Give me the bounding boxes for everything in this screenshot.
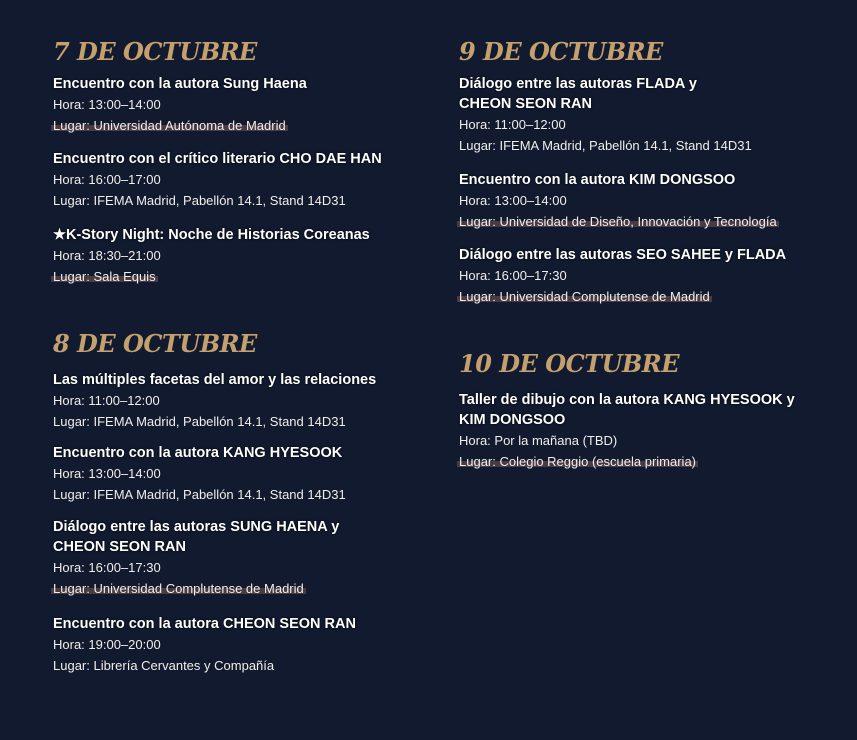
event-lugar: Lugar: Universidad Complutense de Madrid xyxy=(459,289,710,304)
event-item xyxy=(53,614,443,676)
day-title: 9 DE OCTUBRE xyxy=(459,37,663,66)
event-item xyxy=(459,390,799,472)
day-section-7-octubre xyxy=(53,38,443,287)
event-title: Diálogo entre las autoras SUNG HAENA y CHEON SEON RAN xyxy=(53,519,340,555)
event-title: Encuentro con la autora CHEON SEON RAN xyxy=(53,616,356,632)
event-lugar: Lugar: IFEMA Madrid, Pabellón 14.1, Stand 14D31 xyxy=(53,487,346,502)
event-title: Las múltiples facetas del amor y las relaciones xyxy=(53,372,377,388)
event-hora: Hora: 11:00–12:00 xyxy=(53,393,160,408)
event-hora: Hora: 16:00–17:00 xyxy=(53,172,161,187)
event-title: Taller de dibujo con la autora KANG HYESOOK y KIM DONGSOO xyxy=(459,392,795,428)
event-lugar: Lugar: Universidad Autónoma de Madrid xyxy=(53,118,286,133)
day-title: 10 DE OCTUBRE xyxy=(459,349,680,378)
event-hora: Hora: 16:00–17:30 xyxy=(53,560,161,575)
event-hora: Hora: 19:00–20:00 xyxy=(53,637,161,652)
day-title: 8 DE OCTUBRE xyxy=(53,329,257,358)
event-item xyxy=(459,170,849,232)
event-lugar: Lugar: IFEMA Madrid, Pabellón 14.1, Stand 14D31 xyxy=(53,193,346,208)
event-title: Encuentro con la autora Sung Haena xyxy=(53,76,307,92)
event-item xyxy=(459,74,752,156)
event-title: Encuentro con la autora KIM DONGSOO xyxy=(459,172,736,188)
event-hora: Hora: 13:00–14:00 xyxy=(459,193,567,208)
event-title: Diálogo entre las autoras SEO SAHEE y FLADA xyxy=(459,247,787,263)
event-item xyxy=(459,245,849,307)
event-lugar: Lugar: Universidad Complutense de Madrid xyxy=(53,581,304,596)
event-item xyxy=(53,370,443,432)
event-lugar: Lugar: Librería Cervantes y Compañía xyxy=(53,658,275,673)
event-title: Encuentro con la autora KANG HYESOOK xyxy=(53,445,343,461)
event-hora: Hora: 11:00–12:00 xyxy=(459,117,566,132)
event-item xyxy=(53,517,363,599)
event-lugar: Lugar: Universidad de Diseño, Innovación y Tecnología xyxy=(459,214,777,229)
day-section-10-octubre xyxy=(459,350,849,472)
event-item xyxy=(53,225,443,287)
event-hora: Hora: 16:00–17:30 xyxy=(459,268,567,283)
event-title: ★K-Story Night: Noche de Historias Coreanas xyxy=(53,227,370,243)
day-section-8-octubre xyxy=(53,330,443,676)
event-lugar: Lugar: IFEMA Madrid, Pabellón 14.1, Stand 14D31 xyxy=(459,138,752,153)
event-lugar: Lugar: Colegio Reggio (escuela primaria) xyxy=(459,454,697,469)
event-item xyxy=(53,74,443,136)
event-hora: Hora: 13:00–14:00 xyxy=(53,466,161,481)
event-title: Encuentro con el crítico literario CHO DAE HAN xyxy=(53,151,382,167)
day-section-9-octubre xyxy=(459,38,849,307)
event-title: Diálogo entre las autoras FLADA y CHEON SEON RAN xyxy=(459,76,697,112)
event-lugar: Lugar: IFEMA Madrid, Pabellón 14.1, Stand 14D31 xyxy=(53,414,346,429)
event-item xyxy=(53,443,443,505)
event-item xyxy=(53,149,443,211)
event-lugar: Lugar: Sala Equis xyxy=(53,269,156,284)
event-hora: Hora: Por la mañana (TBD) xyxy=(459,433,618,448)
day-title: 7 DE OCTUBRE xyxy=(53,37,257,66)
event-hora: Hora: 13:00–14:00 xyxy=(53,97,161,112)
event-hora: Hora: 18:30–21:00 xyxy=(53,248,161,263)
